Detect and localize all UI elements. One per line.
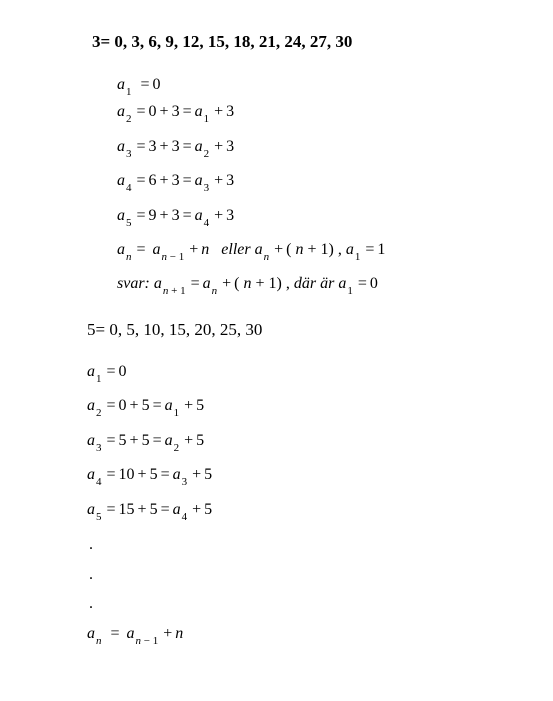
equation-row: $a_2 = 0 + 3 = a_1 + 3$ xyxy=(117,103,235,125)
sequence-heading-5: 5= 0, 5, 10, 15, 20, 25, 30 xyxy=(87,320,263,339)
equation-answer: svar: $a_{n + 1} = a_n$ + ( n + 1) , där är $a_1 = 0$ xyxy=(117,275,378,297)
ellipsis-dot: . xyxy=(89,566,93,583)
equation-row: $a_3 = 5 + 5 = a_2 + 5$ xyxy=(87,431,205,454)
equation-a1: $a_1 = 0$ xyxy=(117,76,161,98)
equation-general: $a_n = a_{n - 1} + n$ eller $a_n$ + ( n + 1) , $a_1 = 1$ xyxy=(117,241,386,263)
equation-row: $a_3 = 3 + 3 = a_2 + 3$ xyxy=(117,137,235,160)
equation-b-a1: $a_1 = 0$ xyxy=(87,363,127,385)
equation-row: $a_5 = 15 + 5 = a_4 + 5$ xyxy=(87,500,213,523)
equation-row: $a_5 = 9 + 3 = a_4 + 3$ xyxy=(117,206,235,229)
equation-b-general: $a_n = a_{n - 1} + n$ xyxy=(87,625,184,647)
ellipsis-dot: . xyxy=(89,536,93,553)
equation-row: $a_4 = 6 + 3 = a_3 + 3$ xyxy=(117,172,235,194)
equation-row: $a_2 = 0 + 5 = a_1 + 5$ xyxy=(87,397,205,419)
sequence-heading-3: 3= 0, 3, 6, 9, 12, 15, 18, 21, 24, 27, 30 xyxy=(92,32,353,51)
equation-row: $a_4 = 10 + 5 = a_3 + 5$ xyxy=(87,466,213,488)
ellipsis-dot: . xyxy=(89,595,93,612)
